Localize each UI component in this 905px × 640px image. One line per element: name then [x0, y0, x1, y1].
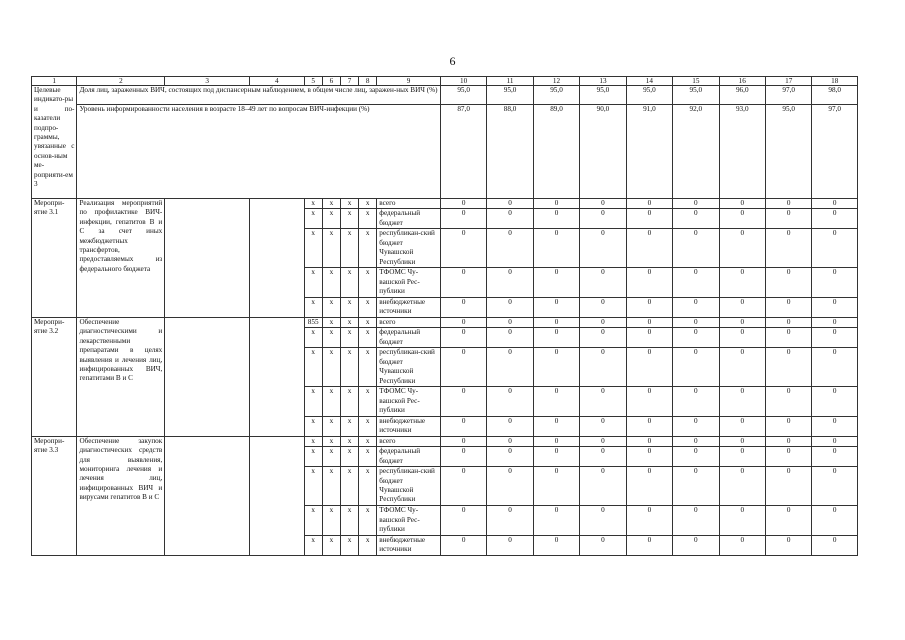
code-cell: х — [359, 268, 377, 298]
funding-value: 0 — [440, 268, 486, 298]
funding-value: 0 — [626, 348, 672, 387]
code-cell: х — [304, 229, 322, 268]
funding-value: 0 — [719, 387, 765, 417]
code-cell: х — [340, 535, 358, 555]
code-cell: х — [359, 447, 377, 467]
measure-name: Обеспечение закупок диагностических средств для выявления, мониторинга лечения и лечения лиц, инфицированных ВИЧ и вирусами гепатитов В и С — [77, 436, 165, 555]
measure-code: Меропри-ятие 3.2 — [32, 317, 77, 436]
funding-value: 0 — [812, 447, 858, 467]
funding-value: 0 — [719, 436, 765, 446]
indicator-value: 87,0 — [440, 105, 486, 199]
funding-source: внебюджетные источники — [377, 416, 441, 436]
funding-value: 0 — [626, 317, 672, 327]
funding-value: 0 — [440, 199, 486, 209]
code-cell: х — [359, 416, 377, 436]
funding-value: 0 — [812, 348, 858, 387]
funding-value: 0 — [626, 209, 672, 229]
code-cell: х — [359, 209, 377, 229]
funding-value: 0 — [673, 467, 719, 506]
code-cell: х — [304, 467, 322, 506]
funding-source: республикан-ский бюджет Чувашской Республики — [377, 229, 441, 268]
measure-row — [32, 436, 858, 446]
code-cell: х — [359, 436, 377, 446]
funding-value: 0 — [533, 387, 579, 417]
funding-source: внебюджетные источники — [377, 535, 441, 555]
funding-value: 0 — [765, 447, 811, 467]
header-cell: 9 — [377, 77, 441, 86]
header-cell: 13 — [580, 77, 626, 86]
funding-value: 0 — [673, 317, 719, 327]
funding-value: 0 — [487, 209, 533, 229]
funding-value: 0 — [812, 387, 858, 417]
funding-value: 0 — [440, 348, 486, 387]
funding-value: 0 — [487, 436, 533, 446]
funding-value: 0 — [812, 297, 858, 317]
funding-value: 0 — [487, 297, 533, 317]
funding-source: федеральный бюджет — [377, 209, 441, 229]
funding-value: 0 — [626, 436, 672, 446]
funding-value: 0 — [719, 229, 765, 268]
funding-value: 0 — [765, 268, 811, 298]
measure-name: Обеспечение диагностическими и лекарственными препаратами в целях выявления и лечения лиц, инфицированных ВИЧ, гепатитами В и С — [77, 317, 165, 436]
funding-value: 0 — [440, 387, 486, 417]
funding-value: 0 — [719, 199, 765, 209]
indicator-row — [32, 86, 858, 105]
indicator-value: 95,0 — [626, 86, 672, 105]
indicator-value: 97,0 — [812, 105, 858, 199]
funding-value: 0 — [719, 209, 765, 229]
funding-source: всего — [377, 317, 441, 327]
code-cell: х — [340, 229, 358, 268]
funding-value: 0 — [440, 467, 486, 506]
funding-value: 0 — [673, 328, 719, 348]
header-cell: 14 — [626, 77, 672, 86]
funding-value: 0 — [765, 297, 811, 317]
code-cell: х — [322, 467, 340, 506]
funding-value: 0 — [626, 416, 672, 436]
header-cell: 8 — [359, 77, 377, 86]
funding-value: 0 — [765, 436, 811, 446]
code-cell: х — [340, 436, 358, 446]
funding-value: 0 — [626, 467, 672, 506]
funding-value: 0 — [765, 328, 811, 348]
funding-value: 0 — [440, 317, 486, 327]
funding-value: 0 — [673, 268, 719, 298]
funding-value: 0 — [673, 348, 719, 387]
code-cell: х — [304, 209, 322, 229]
code-cell: х — [322, 317, 340, 327]
funding-value: 0 — [533, 328, 579, 348]
responsible-cell — [165, 436, 250, 555]
indicator-value: 95,0 — [765, 105, 811, 199]
funding-value: 0 — [580, 209, 626, 229]
funding-value: 0 — [673, 199, 719, 209]
indicator-value: 96,0 — [719, 86, 765, 105]
indicator-value: 95,0 — [440, 86, 486, 105]
funding-value: 0 — [533, 506, 579, 536]
funding-value: 0 — [626, 387, 672, 417]
funding-value: 0 — [580, 436, 626, 446]
code-cell: х — [304, 348, 322, 387]
funding-value: 0 — [487, 268, 533, 298]
indicator-value: 91,0 — [626, 105, 672, 199]
funding-value: 0 — [487, 467, 533, 506]
funding-value: 0 — [533, 317, 579, 327]
funding-source: ТФОМС Чу-вашской Рес-публики — [377, 268, 441, 298]
funding-value: 0 — [719, 535, 765, 555]
funding-source: федеральный бюджет — [377, 447, 441, 467]
funding-value: 0 — [580, 328, 626, 348]
funding-value: 0 — [580, 416, 626, 436]
funding-value: 0 — [812, 436, 858, 446]
measure-name: Реализация мероприятий по профилактике ВИЧ-инфекции, гепатитов В и С за счет иных межбюджетных трансфертов, предоставляемых из федерального бюджета — [77, 199, 165, 318]
funding-value: 0 — [765, 209, 811, 229]
indicator-value: 98,0 — [812, 86, 858, 105]
responsible-cell — [165, 199, 250, 318]
indicator-text: Доля лиц, зараженных ВИЧ, состоящих под диспансерным наблюдением, в общем числе лиц, заражен-ных ВИЧ (%) — [77, 86, 440, 105]
funding-value: 0 — [533, 268, 579, 298]
code-cell: х — [304, 416, 322, 436]
code-cell: х — [304, 387, 322, 417]
funding-value: 0 — [533, 467, 579, 506]
code-cell: х — [304, 199, 322, 209]
indicator-value: 95,0 — [673, 86, 719, 105]
funding-value: 0 — [487, 416, 533, 436]
funding-value: 0 — [673, 387, 719, 417]
code-cell: х — [322, 447, 340, 467]
funding-value: 0 — [765, 199, 811, 209]
code-cell: х — [340, 328, 358, 348]
code-cell: х — [359, 387, 377, 417]
header-cell: 3 — [165, 77, 250, 86]
funding-value: 0 — [487, 447, 533, 467]
funding-value: 0 — [440, 447, 486, 467]
code-cell: х — [340, 467, 358, 506]
code-cell: х — [322, 209, 340, 229]
funding-value: 0 — [765, 535, 811, 555]
funding-value: 0 — [719, 348, 765, 387]
funding-value: 0 — [580, 447, 626, 467]
funding-value: 0 — [533, 535, 579, 555]
funding-value: 0 — [440, 535, 486, 555]
header-cell: 6 — [322, 77, 340, 86]
funding-value: 0 — [440, 436, 486, 446]
indicator-value: 93,0 — [719, 105, 765, 199]
funding-value: 0 — [673, 506, 719, 536]
code-cell: х — [304, 447, 322, 467]
funding-value: 0 — [765, 348, 811, 387]
funding-value: 0 — [673, 209, 719, 229]
funding-value: 0 — [533, 436, 579, 446]
funding-value: 0 — [719, 506, 765, 536]
code-cell: х — [340, 447, 358, 467]
funding-value: 0 — [626, 297, 672, 317]
code-cell: 855 — [304, 317, 322, 327]
funding-value: 0 — [812, 209, 858, 229]
header-cell: 1 — [32, 77, 77, 86]
funding-value: 0 — [765, 317, 811, 327]
code-cell: х — [322, 416, 340, 436]
code-cell: х — [359, 297, 377, 317]
code-cell: х — [359, 317, 377, 327]
funding-value: 0 — [580, 229, 626, 268]
funding-source: республикан-ский бюджет Чувашской Республики — [377, 467, 441, 506]
funding-value: 0 — [533, 348, 579, 387]
funding-value: 0 — [812, 199, 858, 209]
funding-value: 0 — [626, 229, 672, 268]
header-cell: 11 — [487, 77, 533, 86]
funding-value: 0 — [765, 387, 811, 417]
funding-value: 0 — [812, 328, 858, 348]
code-cell: х — [322, 328, 340, 348]
indicator-value: 88,0 — [487, 105, 533, 199]
funding-value: 0 — [673, 447, 719, 467]
code-cell: х — [304, 506, 322, 536]
funding-value: 0 — [812, 268, 858, 298]
funding-value: 0 — [487, 229, 533, 268]
code-cell: х — [304, 328, 322, 348]
funding-value: 0 — [719, 447, 765, 467]
funding-value: 0 — [533, 447, 579, 467]
code-cell: х — [359, 199, 377, 209]
indicator-value: 92,0 — [673, 105, 719, 199]
funding-source: всего — [377, 199, 441, 209]
funding-value: 0 — [812, 535, 858, 555]
code-cell: х — [340, 506, 358, 536]
code-cell: х — [322, 268, 340, 298]
code-cell: х — [359, 229, 377, 268]
page-number: 6 — [449, 54, 456, 68]
indicator-text: Уровень информированности населения в возрасте 18–49 лет по вопросам ВИЧ-инфекции (%) — [77, 105, 440, 199]
funding-value: 0 — [626, 268, 672, 298]
code-cell: х — [359, 348, 377, 387]
funding-value: 0 — [580, 467, 626, 506]
indicator-value: 95,0 — [580, 86, 626, 105]
code-cell: х — [340, 317, 358, 327]
code-cell: х — [322, 387, 340, 417]
indicator-value: 90,0 — [580, 105, 626, 199]
funding-value: 0 — [626, 506, 672, 536]
funding-value: 0 — [487, 328, 533, 348]
code-cell: х — [340, 209, 358, 229]
header-cell: 18 — [812, 77, 858, 86]
code-cell: х — [304, 297, 322, 317]
header-cell: 15 — [673, 77, 719, 86]
code-cell: х — [340, 387, 358, 417]
funding-value: 0 — [580, 535, 626, 555]
funding-value: 0 — [719, 416, 765, 436]
header-cell: 17 — [765, 77, 811, 86]
funding-value: 0 — [487, 506, 533, 536]
code-cell: х — [322, 348, 340, 387]
funding-source: республикан-ский бюджет Чувашской Республики — [377, 348, 441, 387]
funding-value: 0 — [533, 209, 579, 229]
funding-value: 0 — [673, 535, 719, 555]
funding-value: 0 — [580, 199, 626, 209]
funding-value: 0 — [440, 328, 486, 348]
code-cell: х — [359, 506, 377, 536]
code-cell: х — [322, 229, 340, 268]
header-cell: 4 — [250, 77, 305, 86]
indicator-value: 95,0 — [533, 86, 579, 105]
funding-value: 0 — [533, 297, 579, 317]
funding-value: 0 — [487, 535, 533, 555]
funding-value: 0 — [533, 416, 579, 436]
funding-value: 0 — [719, 317, 765, 327]
funding-value: 0 — [487, 199, 533, 209]
funding-value: 0 — [719, 268, 765, 298]
funding-value: 0 — [673, 297, 719, 317]
funding-value: 0 — [440, 229, 486, 268]
indicator-row — [32, 105, 858, 199]
code-cell: х — [322, 506, 340, 536]
funding-value: 0 — [765, 416, 811, 436]
funding-value: 0 — [812, 229, 858, 268]
funding-value: 0 — [626, 447, 672, 467]
code-cell: х — [359, 467, 377, 506]
code-cell: х — [322, 535, 340, 555]
indicator-group-label: Целевые индикато-ры и по-казатели подпро-граммы, увязанные с основ-ным ме-роприяти-ем 3 — [32, 86, 77, 199]
funding-value: 0 — [673, 229, 719, 268]
funding-value: 0 — [765, 229, 811, 268]
funding-value: 0 — [812, 416, 858, 436]
code-cell: х — [304, 535, 322, 555]
funding-value: 0 — [487, 387, 533, 417]
funding-value: 0 — [580, 297, 626, 317]
funding-value: 0 — [580, 387, 626, 417]
funding-value: 0 — [812, 317, 858, 327]
funding-value: 0 — [719, 297, 765, 317]
funding-value: 0 — [440, 416, 486, 436]
code-cell: х — [322, 199, 340, 209]
funding-source: ТФОМС Чу-вашской Рес-публики — [377, 506, 441, 536]
funding-value: 0 — [626, 328, 672, 348]
funding-value: 0 — [580, 268, 626, 298]
funding-value: 0 — [673, 436, 719, 446]
measure-code: Меропри-ятие 3.3 — [32, 436, 77, 555]
header-cell: 12 — [533, 77, 579, 86]
participants-cell — [250, 317, 305, 436]
code-cell: х — [340, 268, 358, 298]
funding-value: 0 — [765, 467, 811, 506]
funding-value: 0 — [440, 506, 486, 536]
code-cell: х — [304, 436, 322, 446]
funding-source: внебюджетные источники — [377, 297, 441, 317]
funding-source: всего — [377, 436, 441, 446]
participants-cell — [250, 436, 305, 555]
funding-value: 0 — [533, 229, 579, 268]
code-cell: х — [359, 328, 377, 348]
code-cell: х — [322, 436, 340, 446]
code-cell: х — [340, 348, 358, 387]
funding-value: 0 — [487, 348, 533, 387]
indicator-value: 97,0 — [765, 86, 811, 105]
funding-value: 0 — [719, 328, 765, 348]
code-cell: х — [340, 199, 358, 209]
funding-value: 0 — [580, 317, 626, 327]
measure-row — [32, 199, 858, 209]
participants-cell — [250, 199, 305, 318]
funding-value: 0 — [440, 209, 486, 229]
funding-value: 0 — [580, 348, 626, 387]
header-row — [32, 77, 858, 86]
header-cell: 16 — [719, 77, 765, 86]
funding-value: 0 — [812, 506, 858, 536]
header-cell: 10 — [440, 77, 486, 86]
indicator-value: 89,0 — [533, 105, 579, 199]
funding-value: 0 — [440, 297, 486, 317]
funding-value: 0 — [487, 317, 533, 327]
indicator-value: 95,0 — [487, 86, 533, 105]
code-cell: х — [340, 416, 358, 436]
responsible-cell — [165, 317, 250, 436]
funding-value: 0 — [719, 467, 765, 506]
funding-value: 0 — [765, 506, 811, 536]
funding-value: 0 — [626, 199, 672, 209]
funding-value: 0 — [626, 535, 672, 555]
measure-row — [32, 317, 858, 327]
header-cell: 5 — [304, 77, 322, 86]
funding-source: федеральный бюджет — [377, 328, 441, 348]
funding-value: 0 — [812, 467, 858, 506]
code-cell: х — [322, 297, 340, 317]
funding-source: ТФОМС Чу-вашской Рес-публики — [377, 387, 441, 417]
measure-code: Меропри-ятие 3.1 — [32, 199, 77, 318]
code-cell: х — [304, 268, 322, 298]
funding-value: 0 — [533, 199, 579, 209]
program-table — [31, 76, 858, 556]
header-cell: 7 — [340, 77, 358, 86]
code-cell: х — [340, 297, 358, 317]
funding-value: 0 — [673, 416, 719, 436]
funding-value: 0 — [580, 506, 626, 536]
code-cell: х — [359, 535, 377, 555]
header-cell: 2 — [77, 77, 165, 86]
